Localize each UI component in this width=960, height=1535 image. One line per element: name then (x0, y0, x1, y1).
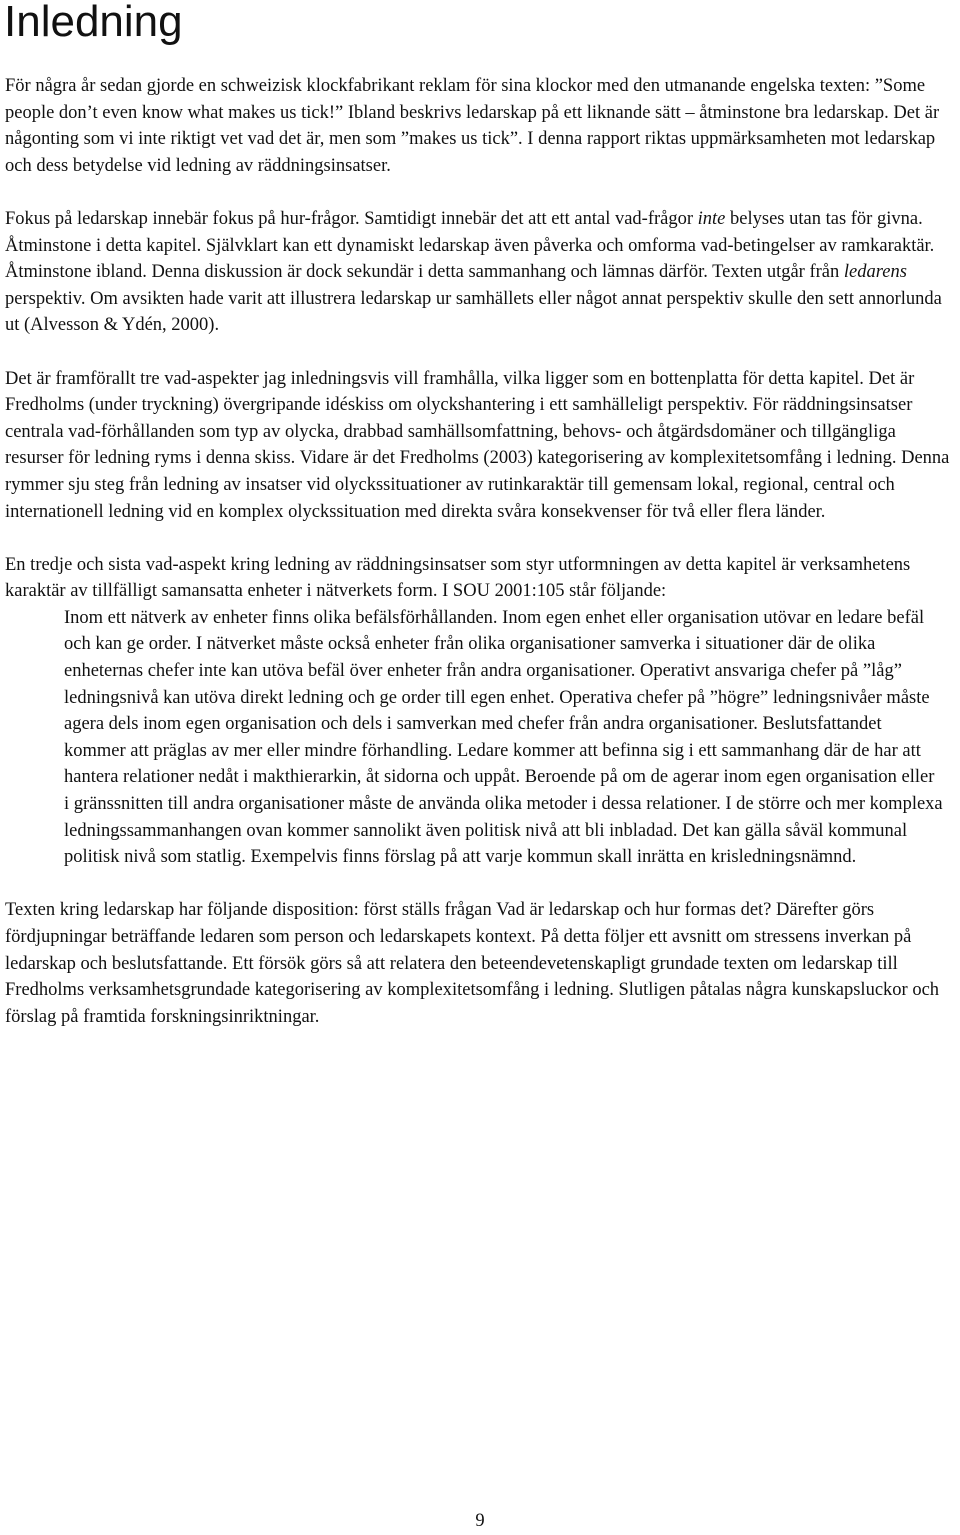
paragraph-third-aspect: En tredje och sista vad-aspekt kring ledning av räddningsinsatser som styr utformningen av detta kapitel är verksamhetens karaktär av tillfälligt samansatta enheter i nätverkets form. I SOU 2001:105 står följande: (5, 554, 911, 602)
page-number: 9 (475, 1511, 485, 1531)
emphasis-inte: inte (697, 208, 726, 229)
paragraph-three-aspects: Det är framförallt tre vad-aspekter jag inledningsvis vill framhålla, vilka ligger som en bottenplatta för detta kapitel. Det är Fredholms (under tryckning) övergripande idéskiss om olyckshantering i ett samhälleligt perspektiv. För räddningsinsatser centrala vad-förhållanden som typ av olycka, drabbad samhällsomfattning, behovs- och åtgärdsdomäner och tillgängliga resurser för ledning ryms i denna skiss. Vidare är det Fredholms (2003) kategorisering av komplexitetsomfång i ledning. Denna rymmer sju steg från ledning av insatser vid olyckssituationer av rutinkaraktär till gemensam lokal, regional, central och internationell ledning vid en komplex olyckssituation med direkta svåra konsekvenser för två eller flera länder. (5, 368, 950, 522)
block-quote-sou: Inom ett nätverk av enheter finns olika befälsförhållanden. Inom egen enhet eller organisation utövar en ledare befäl och kan ge order. I nätverket måste också enheter från olika organisationer samverka i situationer där de olika enheternas chefer inte kan utöva befäl över enheter från andra organisationer. Operativt ansvariga chefer på ”låg” ledningsnivå kan utöva direkt ledning och ge order till egen enhet. Operativa chefer på ”högre” ledningsnivåer måste agera dels inom egen organisation och dels i samverkan med chefer från andra organisationer. Beslutsfattandet kommer att präglas av mer eller mindre förhandling. Ledare kommer att befinna sig i ett sammanhang där de har att hantera relationer nedåt i makthierarkin, åt sidorna och uppåt. Beroende på om de agerar inom egen organisation eller i gränssnitten till andra organisationer måste de använda olika metoder i dessa relationer. I de större och mer komplexa ledningssammanhangen ovan kommer sannolikt även politisk nivå att bli inbladad. Det kan gälla såväl kommunal politisk nivå som statlig. Exempelvis finns förslag på att varje kommun skall inrätta en krisledningsnämnd. (64, 607, 943, 868)
paragraph-focus (5, 206, 957, 339)
page-title: Inledning (4, 0, 183, 46)
paragraph-focus-part-1: Fokus på ledarskap innebär fokus på hur-frågor. Samtidigt innebär det att ett antal vad-frågor (5, 208, 698, 229)
body-text (5, 73, 957, 1057)
emphasis-ledarens: ledarens (843, 262, 907, 283)
paragraph-intro: För några år sedan gjorde en schweizisk klockfabrikant reklam för sina klockor med den utmanande engelska texten: ”Some people don’t even know what makes us tick!” Ibland beskrivs ledarskap på ett liknande sätt – åtminstone bra ledarskap. Det är någonting som vi inte riktigt vet vad det är, men som ”makes us tick”. I denna rapport riktas uppmärksamheten mot ledarskap och dess betydelse vid ledning av räddningsinsatser. (5, 76, 940, 176)
paragraph-focus-part-2: belyses utan tas för givna. Åtminstone i detta kapitel. Självklart kan ett dynamiskt ledarskap även påverka och omforma vad-betingelser av ramkaraktär. Åtminstone ibland. Denna diskussion är dock sekundär i detta sammanhang och lämnas därför. Texten utgår från (5, 208, 935, 283)
paragraph-disposition: Texten kring ledarskap har följande disposition: först ställs frågan Vad är ledarskap och hur formas det? Därefter görs fördjupningar beträffande ledaren som person och ledarskapets kontext. På detta följer ett avsnitt om stressens inverkan på ledarskap och beslutsfattande. Ett försök görs så att relatera den beteendevetenskapligt grundade texten om ledarskap till Fredholms verksamhetsgrundade kategorisering av komplexitetsomfång i ledning. Slutligen påtalas några kunskapsluckor och förslag på framtida forskningsinriktningar. (5, 900, 940, 1027)
paragraph-focus-part-3: perspektiv. Om avsikten hade varit att illustrera ledarskap ur samhällets eller något annat perspektiv skulle den sett annorlunda ut (Alvesson & Ydén, 2000). (5, 288, 942, 336)
